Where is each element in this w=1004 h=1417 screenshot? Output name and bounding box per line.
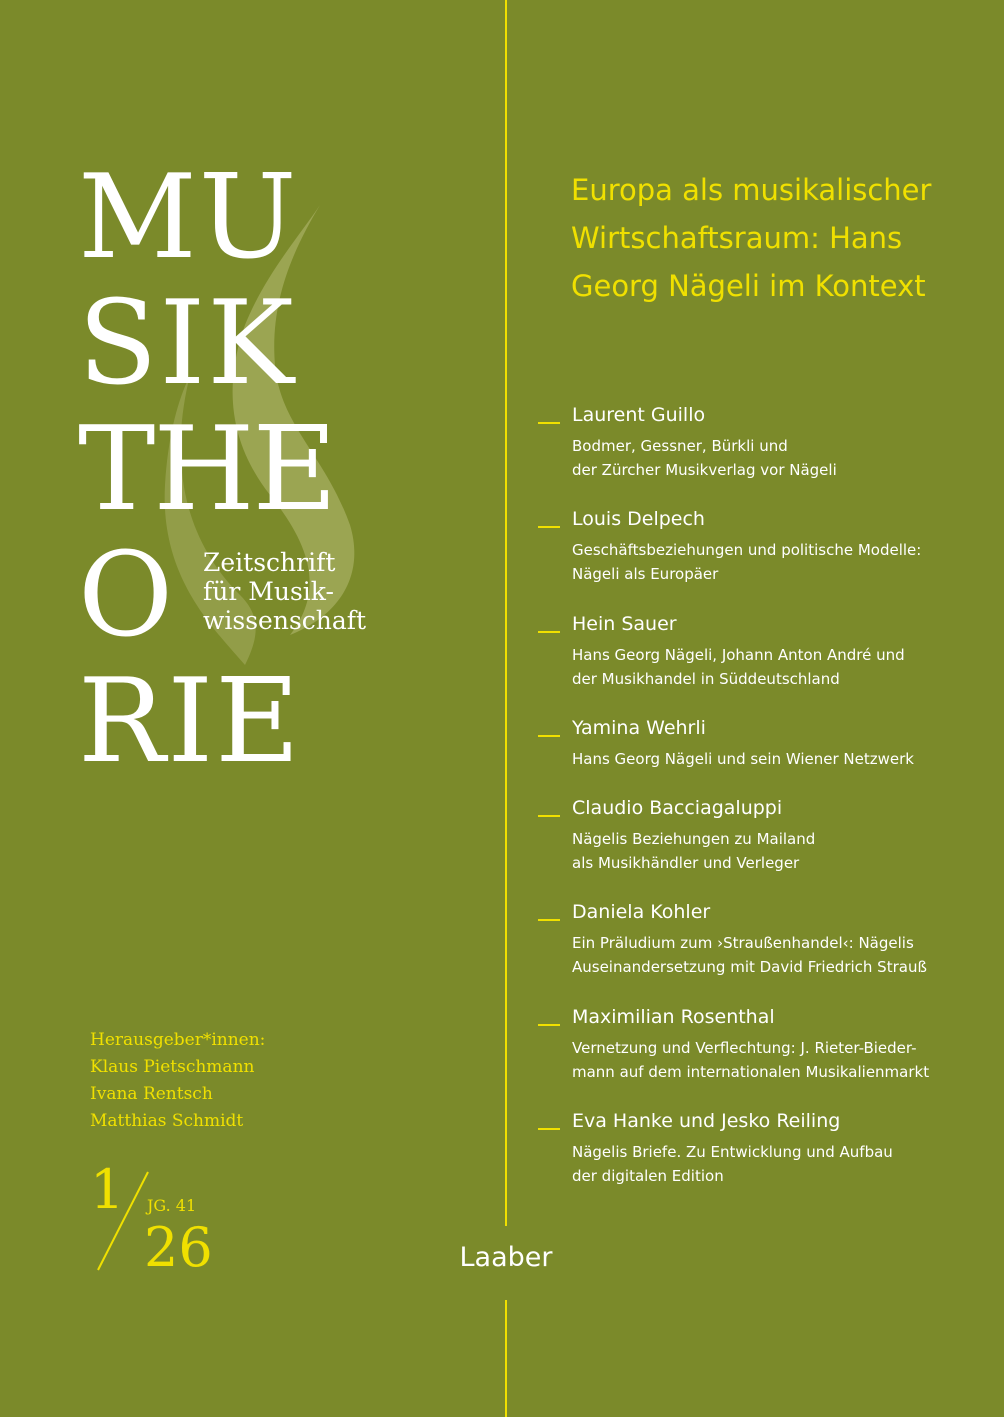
toc-title xyxy=(572,538,921,586)
toc-author: Laurent Guillo xyxy=(572,404,706,426)
toc-author: Hein Sauer xyxy=(572,613,677,635)
issue-year: 26 xyxy=(144,1216,213,1279)
toc-title xyxy=(572,643,905,691)
theme-line-3: Georg Nägeli im Kontext xyxy=(571,269,926,303)
vertical-divider xyxy=(505,0,507,1226)
toc-title xyxy=(572,1140,893,1188)
masthead-line-4: O xyxy=(78,528,176,663)
toc-author: Maximilian Rosenthal xyxy=(572,1006,775,1028)
dash-marker xyxy=(538,526,560,528)
issue-volume: JG. 41 xyxy=(147,1196,197,1215)
masthead-line-1: MU xyxy=(78,150,299,285)
toc-author: Louis Delpech xyxy=(572,508,705,530)
subtitle-line-1: Zeitschrift xyxy=(203,548,336,577)
dash-marker xyxy=(538,631,560,633)
toc-title xyxy=(572,931,927,979)
toc-title-line: Hans Georg Nägeli und sein Wiener Netzwerk xyxy=(572,750,914,768)
dash-marker xyxy=(538,815,560,817)
toc-author: Daniela Kohler xyxy=(572,901,711,923)
toc-title-line: als Musikhändler und Verleger xyxy=(572,854,800,872)
dash-marker xyxy=(538,735,560,737)
toc-title-line: Nägeli als Europäer xyxy=(572,565,719,583)
issue-theme-title xyxy=(571,166,991,310)
dash-marker xyxy=(538,919,560,921)
editors-block xyxy=(90,1027,265,1135)
toc-title-line: mann auf dem internationalen Musikalienmarkt xyxy=(572,1063,930,1081)
toc-title-line: Bodmer, Gessner, Bürkli und xyxy=(572,437,788,455)
editors-heading: Herausgeber*innen: xyxy=(90,1030,266,1050)
toc-title-line: der digitalen Edition xyxy=(572,1167,724,1185)
toc-title-line: Auseinandersetzung mit David Friedrich Strauß xyxy=(572,958,927,976)
dash-marker xyxy=(538,422,560,424)
theme-line-1: Europa als musikalischer xyxy=(571,173,932,207)
toc-title xyxy=(572,434,837,482)
issue-number-block xyxy=(90,1160,270,1280)
toc-author: Claudio Bacciagaluppi xyxy=(572,797,783,819)
masthead-line-5: RIE xyxy=(78,654,302,789)
vertical-divider-lower xyxy=(505,1300,507,1417)
toc-title-line: Vernetzung und Verflechtung: J. Rieter-Bieder- xyxy=(572,1039,917,1057)
dash-marker xyxy=(538,1024,560,1026)
toc-title-line: der Musikhandel in Süddeutschland xyxy=(572,670,840,688)
editor-name: Ivana Rentsch xyxy=(90,1084,213,1104)
subtitle-line-2: für Musik- xyxy=(203,577,334,606)
toc-title xyxy=(572,1036,929,1084)
masthead-line-3: THE xyxy=(78,402,336,537)
toc-author: Yamina Wehrli xyxy=(572,717,706,739)
toc-title-line: der Zürcher Musikverlag vor Nägeli xyxy=(572,461,837,479)
subtitle-line-3: wissenschaft xyxy=(203,606,367,635)
toc-title-line: Ein Präludium zum ›Straußenhandel‹: Nägelis xyxy=(572,934,914,952)
journal-subtitle xyxy=(203,548,366,635)
toc-title-line: Nägelis Briefe. Zu Entwicklung und Aufbau xyxy=(572,1143,893,1161)
toc-title-line: Nägelis Beziehungen zu Mailand xyxy=(572,830,816,848)
toc-title-line: Hans Georg Nägeli, Johann Anton André und xyxy=(572,646,905,664)
editor-name: Klaus Pietschmann xyxy=(90,1057,255,1077)
publisher-name: Laaber xyxy=(459,1242,553,1273)
toc-title-line: Geschäftsbeziehungen und politische Modelle: xyxy=(572,541,922,559)
theme-line-2: Wirtschaftsraum: Hans xyxy=(571,221,903,255)
toc-title xyxy=(572,747,914,771)
toc-title xyxy=(572,827,815,875)
editor-name: Matthias Schmidt xyxy=(90,1111,244,1131)
issue-number: 1 xyxy=(90,1158,125,1221)
toc-author: Eva Hanke und Jesko Reiling xyxy=(572,1110,841,1132)
dash-marker xyxy=(538,1128,560,1130)
masthead-line-2: SIK xyxy=(78,276,296,411)
